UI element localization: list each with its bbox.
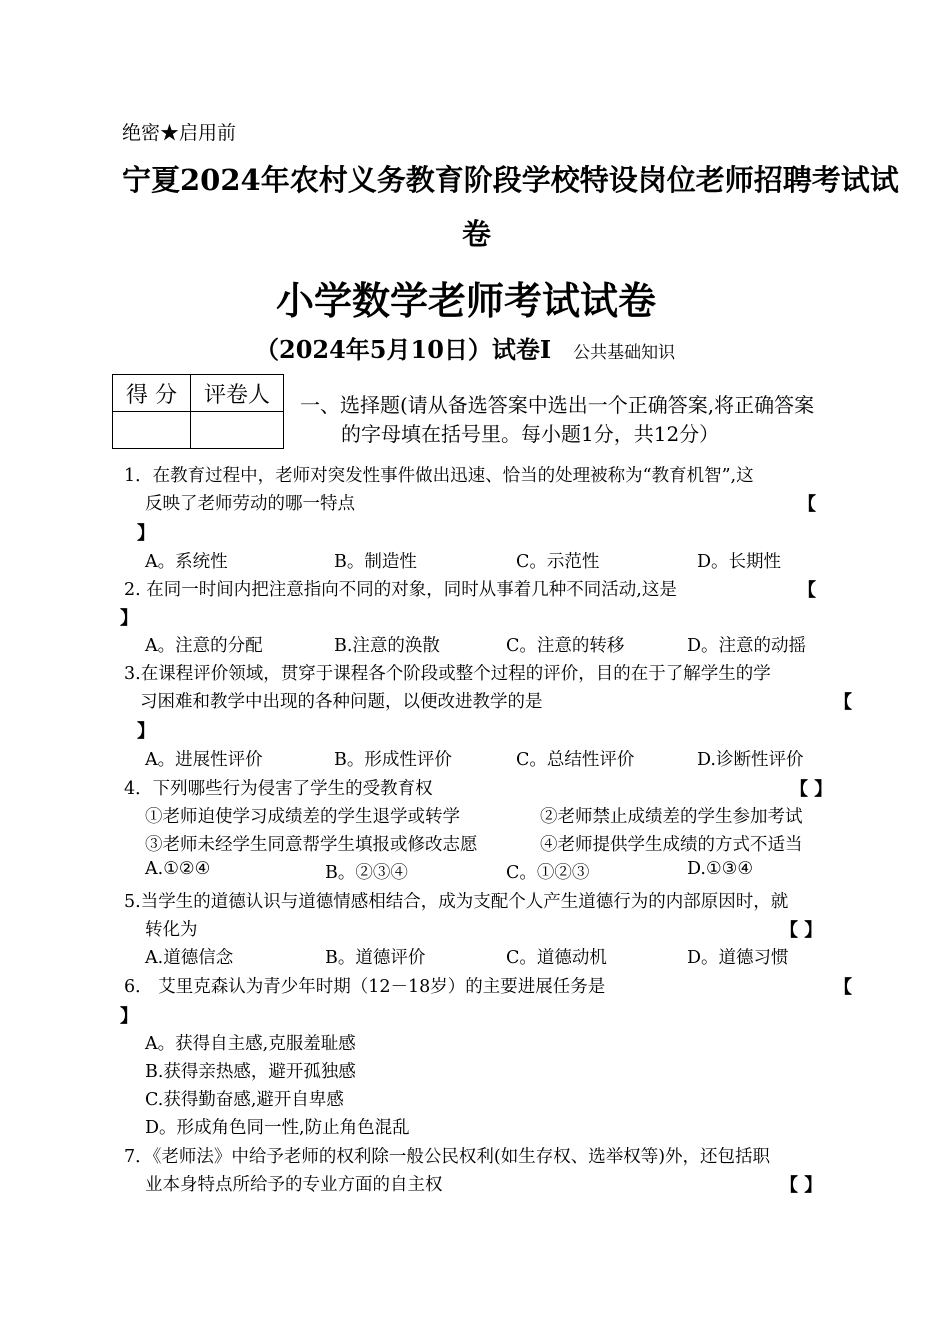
q4-answer-bracket: 【 】: [790, 779, 833, 800]
score-cell[interactable]: [113, 412, 191, 449]
q6-option-b: B.获得亲热感，避开孤独感: [145, 1062, 356, 1082]
q6-stem-line1: 6． 艾里克森认为青少年时期（12－18岁）的主要进展任务是: [124, 977, 606, 997]
subject-title: 小学数学老师考试试卷: [276, 278, 657, 323]
q1-option-d: D。长期性: [697, 552, 782, 572]
q6-option-a: A。获得自主感,克服羞耻感: [145, 1034, 356, 1054]
q3-option-a: A。进展性评价: [145, 750, 263, 770]
section-title-line1: 一、选择题(请从备选答案中选出一个正确答案,将正确答案: [300, 393, 815, 417]
q5-answer-bracket: 【 】: [780, 920, 823, 941]
q1-stem-line2: 反映了老师劳动的哪一特点: [145, 494, 355, 514]
score-header: 得 分: [113, 375, 191, 412]
q6-bracket-close: 】: [120, 1006, 138, 1027]
q4-option-b: B。②③④: [325, 863, 408, 883]
q1-bracket-close: 】: [137, 523, 155, 544]
q7-stem-line2: 业本身特点所给予的专业方面的自主权: [145, 1175, 443, 1195]
date-paper-line: [255, 330, 675, 365]
score-table: [112, 374, 284, 449]
q1-bracket-open: 【: [798, 494, 816, 515]
section-title-line2: 的字母填在括号里。每小题1分，共12分）: [341, 422, 720, 446]
q4-statement-2: ②老师禁止成绩差的学生参加考试: [540, 807, 803, 827]
q6-bracket-open: 【: [834, 977, 852, 998]
q2-bracket-close: 】: [120, 608, 138, 629]
q4-statement-3: ③老师未经学生同意帮学生填报或修改志愿: [145, 835, 478, 855]
q3-option-c: C。总结性评价: [516, 750, 635, 770]
q4-statement-1: ①老师迫使学习成绩差的学生退学或转学: [145, 807, 460, 827]
q6-option-d: D。形成角色同一性,防止角色混乱: [145, 1118, 410, 1138]
q1-option-c: C。示范性: [516, 552, 600, 572]
q5-option-d: D。道德习惯: [687, 948, 789, 968]
q3-option-b: B。形成性评价: [334, 750, 452, 770]
q4-option-c: C。①②③: [506, 863, 590, 883]
exam-title-line1: 宁夏2024年农村义务教育阶段学校特设岗位老师招聘考试试: [122, 163, 899, 197]
q2-bracket-open: 【: [798, 580, 816, 601]
exam-title-line2: 卷: [462, 217, 492, 251]
grader-header: 评卷人: [191, 375, 284, 412]
q3-stem-line1: 3.在课程评价领域，贯穿于课程各个阶段或整个过程的评价，目的在于了解学生的学: [124, 664, 771, 684]
part-name: 公共基础知识: [573, 343, 676, 363]
confidential-label: 绝密★启用前: [122, 122, 237, 144]
q7-stem-line1: 7．《老师法》中给予老师的权利除一般公民权利(如生存权、选举权等)外，还包括职: [124, 1147, 771, 1167]
q6-option-c: C.获得勤奋感,避开自卑感: [145, 1090, 344, 1110]
q2-option-c: C。注意的转移: [506, 636, 625, 656]
q5-option-c: C。道德动机: [506, 948, 607, 968]
q2-option-d: D。注意的动摇: [687, 636, 807, 656]
q5-option-a: A.道德信念: [145, 948, 234, 968]
grader-cell[interactable]: [191, 412, 284, 449]
q2-option-b: B.注意的涣散: [334, 636, 440, 656]
q5-stem-line2: 转化为: [145, 920, 198, 940]
q1-option-b: B。制造性: [334, 552, 417, 572]
q1-option-a: A。系统性: [145, 552, 228, 572]
q5-option-b: B。道德评价: [325, 948, 426, 968]
q3-bracket-open: 【: [834, 692, 852, 713]
q5-stem-line1: 5.当学生的道德认识与道德情感相结合，成为支配个人产生道德行为的内部原因时，就: [124, 892, 789, 912]
date-paper: （2024年5月10日）试卷Ⅰ: [255, 335, 552, 364]
q4-stem-line1: 4．下列哪些行为侵害了学生的受教育权: [124, 779, 433, 799]
q3-option-d: D.诊断性评价: [697, 750, 804, 770]
q3-bracket-close: 】: [137, 721, 155, 742]
q4-statement-4: ④老师提供学生成绩的方式不适当: [540, 835, 803, 855]
q4-option-d: D.①③④: [687, 859, 754, 879]
q7-answer-bracket: 【 】: [780, 1175, 823, 1196]
q4-option-a: A.①②④: [145, 859, 211, 879]
q2-option-a: A。注意的分配: [145, 636, 263, 656]
q3-stem-line2: 习困难和教学中出现的各种问题，以便改进教学的是: [140, 692, 543, 712]
q1-stem-line1: 1．在教育过程中，老师对突发性事件做出迅速、恰当的处理被称为“教育机智”,这: [124, 466, 754, 486]
q2-stem-line1: 2. 在同一时间内把注意指向不同的对象，同时从事着几种不同活动,这是: [124, 580, 677, 600]
